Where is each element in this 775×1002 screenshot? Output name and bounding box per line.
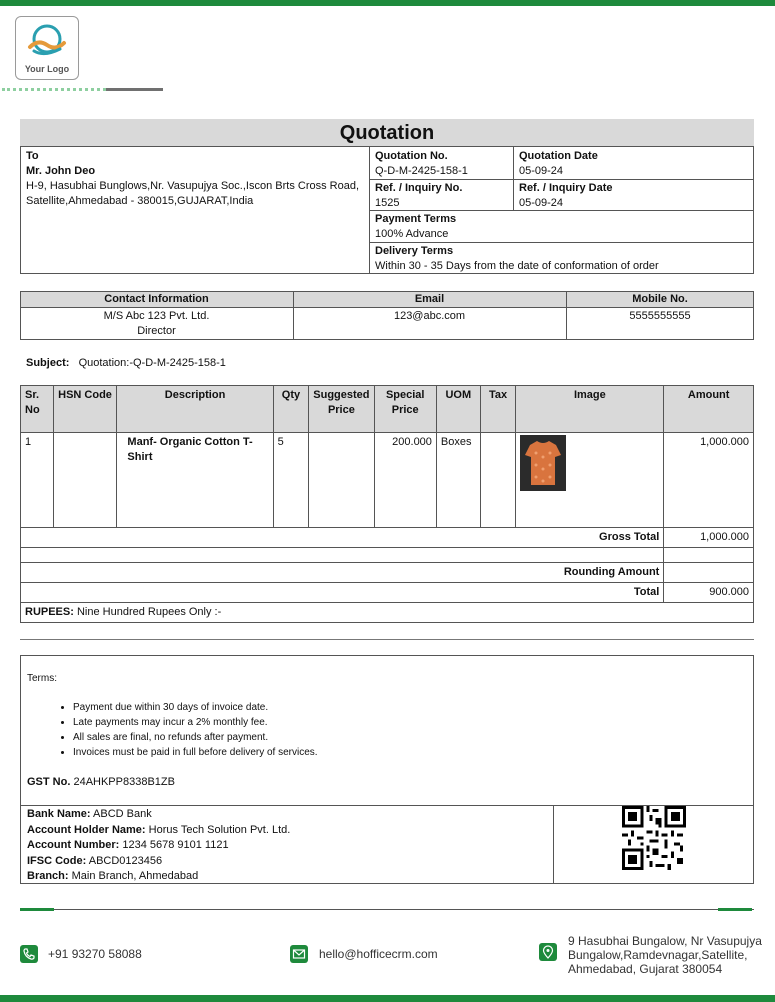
footer-email: hello@hofficecrm.com — [319, 947, 438, 961]
ref-date-label: Ref. / Inquiry Date — [519, 182, 613, 194]
blank-row — [21, 548, 754, 563]
gst-line — [27, 775, 175, 790]
recipient-block — [20, 147, 369, 211]
document-title: Quotation — [20, 119, 754, 147]
terms-item: • Late payments may incur a 2% monthly fee. — [73, 715, 727, 730]
recipient-address: H-9, Hasubhai Bunglows,Nr. Vasupujya Soc.,Iscon Brts Cross Road, Satellite,Ahmedabad - 380015,GUJARAT,India — [26, 180, 360, 207]
gst-label: GST No. — [27, 776, 71, 788]
contact-mobile: 5555555555 — [629, 310, 691, 322]
bank-details — [27, 807, 290, 885]
gst-value: 24AHKPP8338B1ZB — [73, 776, 175, 788]
footer-phone: +91 93270 58088 — [48, 947, 142, 961]
ifsc-label: IFSC Code: — [27, 854, 87, 867]
bank-name: ABCD Bank — [93, 808, 152, 820]
quotation-date-cell — [513, 147, 754, 181]
to-label: To — [26, 150, 39, 162]
account-number-line — [27, 838, 290, 854]
account-number: 1234 5678 9101 1121 — [122, 839, 229, 851]
address-line: Ahmedabad, Gujarat 380054 — [568, 962, 723, 976]
top-accent-bar — [0, 0, 775, 6]
contact-header: Contact Information — [104, 293, 209, 305]
item-description: Manf- Organic Cotton T-Shirt — [117, 433, 273, 528]
quotation-no-value: Q-D-M-2425-158-1 — [375, 165, 468, 177]
rupees-value: Nine Hundred Rupees Only :- — [76, 606, 222, 618]
subject-label: Subject: — [26, 357, 70, 369]
contact-email: 123@abc.com — [393, 310, 466, 322]
item-qty: 5 — [273, 433, 309, 528]
account-number-label: Account Number: — [27, 839, 120, 851]
bank-qr-divider — [553, 805, 554, 884]
hsn-header: HSN Code — [53, 386, 117, 433]
subject-line — [26, 356, 226, 371]
delivery-terms-label: Delivery Terms — [375, 245, 454, 257]
tshirt-product-image — [520, 435, 566, 491]
delivery-terms-value: Within 30 - 35 Days from the date of conformation of order — [375, 260, 659, 272]
terms-item: • All sales are final, no refunds after payment. — [73, 730, 727, 745]
item-hsn — [53, 433, 117, 528]
section-separator — [20, 639, 754, 640]
branch: Main Branch, Ahmedabad — [71, 870, 199, 882]
delivery-terms-cell — [369, 242, 754, 276]
mail-icon — [290, 945, 308, 963]
rupees-cell — [21, 603, 754, 623]
items-header-row — [21, 386, 754, 433]
qty-header: Qty — [273, 386, 309, 433]
payment-terms-cell — [369, 210, 754, 244]
item-special-price: 200.000 — [374, 433, 436, 528]
quotation-date-label: Quotation Date — [519, 150, 598, 162]
sr-header: Sr. No — [21, 386, 54, 433]
total-label: Total — [21, 583, 664, 603]
footer-divider — [20, 909, 754, 910]
table-row — [21, 433, 754, 528]
item-amount: 1,000.000 — [664, 433, 754, 528]
branch-line — [27, 869, 290, 885]
rupees-row — [21, 603, 754, 623]
ref-date-cell — [513, 179, 754, 213]
bank-name-label: Bank Name: — [27, 808, 91, 820]
recipient-name: Mr. John Deo — [26, 165, 96, 177]
mobile-header: Mobile No. — [632, 293, 688, 305]
logo-underline-dotted — [2, 88, 106, 91]
image-header: Image — [516, 386, 664, 433]
item-uom: Boxes — [436, 433, 480, 528]
total-row — [21, 583, 754, 603]
footer-address — [568, 934, 762, 976]
logo-underline-solid — [106, 88, 163, 91]
gross-total-label: Gross Total — [21, 528, 664, 548]
account-holder: Horus Tech Solution Pvt. Ltd. — [148, 823, 291, 836]
blank-cell — [21, 548, 664, 563]
gross-total-row — [21, 528, 754, 548]
uom-header: UOM — [436, 386, 480, 433]
gross-total-value: 1,000.000 — [664, 528, 754, 548]
rupees-label: RUPEES: — [25, 606, 74, 618]
payment-terms-value: 100% Advance — [375, 228, 449, 240]
ref-no-cell — [369, 179, 513, 213]
terms-item: • Invoices must be paid in full before delivery of services. — [73, 745, 727, 760]
contact-company: M/S Abc 123 Pvt. Ltd. — [103, 310, 210, 322]
ref-no-label: Ref. / Inquiry No. — [375, 182, 463, 194]
terms-heading: Terms: — [27, 673, 57, 684]
terms-block — [27, 672, 727, 760]
special-price-header: Special Price — [374, 386, 436, 433]
rounding-label: Rounding Amount — [21, 563, 664, 583]
item-suggested-price — [309, 433, 374, 528]
email-header: Email — [414, 293, 445, 305]
contact-designation: Director — [137, 325, 176, 337]
footer-accent-right — [718, 908, 752, 911]
company-logo — [15, 16, 79, 80]
amount-header: Amount — [664, 386, 754, 433]
suggested-price-header: Suggested Price — [309, 386, 374, 433]
address-line: 9 Hasubhai Bungalow, Nr Vasupujya — [568, 934, 762, 948]
tax-header: Tax — [480, 386, 516, 433]
payment-qr-code — [622, 806, 686, 870]
logo-label: Your Logo — [24, 64, 70, 74]
ref-no-value: 1525 — [375, 197, 400, 209]
total-value: 900.000 — [664, 583, 754, 603]
blank-cell — [664, 548, 754, 563]
payment-terms-label: Payment Terms — [375, 213, 457, 225]
quotation-no-cell — [369, 147, 513, 181]
address-line: Bungalow,Ramdevnagar,Satellite, — [568, 948, 748, 962]
branch-label: Branch: — [27, 870, 69, 882]
footer-accent-left — [20, 908, 54, 911]
item-sr: 1 — [21, 433, 54, 528]
item-tax — [480, 433, 516, 528]
description-header: Description — [117, 386, 273, 433]
ref-date-value: 05-09-24 — [519, 197, 564, 209]
bottom-accent-bar — [0, 995, 775, 1002]
contact-info — [20, 308, 293, 340]
item-image — [516, 433, 664, 528]
terms-list — [27, 700, 727, 760]
account-holder-label: Account Holder Name: — [27, 823, 146, 836]
location-pin-icon — [539, 943, 557, 961]
ifsc-code: ABCD0123456 — [88, 854, 163, 867]
handshake-logo-icon — [16, 17, 78, 62]
bank-name-line — [27, 807, 290, 823]
phone-icon — [20, 945, 38, 963]
subject-value: Quotation:-Q-D-M-2425-158-1 — [78, 357, 226, 369]
ifsc-line — [27, 854, 290, 870]
account-holder-line — [27, 823, 290, 839]
quotation-date-value: 05-09-24 — [519, 165, 564, 177]
rounding-value — [664, 563, 754, 583]
quotation-no-label: Quotation No. — [375, 150, 448, 162]
rounding-row — [21, 563, 754, 583]
items-table — [20, 385, 754, 623]
terms-item: • Payment due within 30 days of invoice date. — [73, 700, 727, 715]
